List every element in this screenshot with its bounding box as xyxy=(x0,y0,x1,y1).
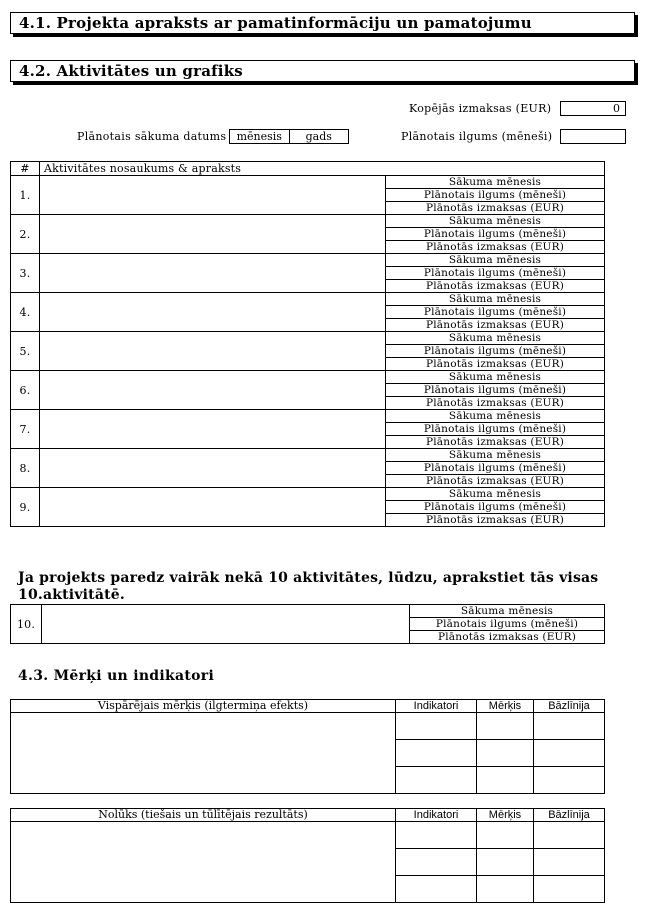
activity-number: 4. xyxy=(11,293,40,332)
activity-start-month[interactable]: Sākuma mēnesis xyxy=(386,293,605,306)
general-goal-indicator-cell[interactable] xyxy=(396,713,477,740)
activity-10-number: 10. xyxy=(11,605,42,644)
activity-start-month[interactable]: Sākuma mēnesis xyxy=(386,332,605,345)
general-goal-indicator-cell[interactable] xyxy=(396,767,477,794)
activity-duration[interactable]: Plānotais ilgums (mēneši) xyxy=(386,462,605,475)
activity-number: 6. xyxy=(11,371,40,410)
activity-duration[interactable]: Plānotais ilgums (mēneši) xyxy=(386,189,605,202)
activity-10-duration[interactable]: Plānotais ilgums (mēneši) xyxy=(410,618,605,631)
activity-duration[interactable]: Plānotais ilgums (mēneši) xyxy=(386,306,605,319)
activity-start-month[interactable]: Sākuma mēnesis xyxy=(386,176,605,189)
activity-number: 1. xyxy=(11,176,40,215)
activity-cost[interactable]: Plānotās izmaksas (EUR) xyxy=(386,241,605,254)
activity-duration[interactable]: Plānotais ilgums (mēneši) xyxy=(386,267,605,280)
activity-10-start-month[interactable]: Sākuma mēnesis xyxy=(410,605,605,618)
purpose-target-cell[interactable] xyxy=(477,876,534,903)
activity-number: 7. xyxy=(11,410,40,449)
activity-number: 9. xyxy=(11,488,40,527)
activity-cost[interactable]: Plānotās izmaksas (EUR) xyxy=(386,319,605,332)
purpose-indicator-cell[interactable] xyxy=(396,876,477,903)
total-cost-field[interactable]: 0 xyxy=(560,101,626,116)
section-4-2-header: 4.2. Aktivitātes un grafiks xyxy=(10,60,635,82)
activity-description[interactable] xyxy=(40,176,386,215)
activity-number: 5. xyxy=(11,332,40,371)
purpose-baseline-header: Bāzlīnija xyxy=(534,809,605,822)
purpose-baseline-cell[interactable] xyxy=(534,822,605,849)
purpose-baseline-cell[interactable] xyxy=(534,876,605,903)
activity-cost[interactable]: Plānotās izmaksas (EUR) xyxy=(386,358,605,371)
general-goal-indicator-cell[interactable] xyxy=(396,740,477,767)
purpose-target-cell[interactable] xyxy=(477,822,534,849)
activities-header-num: # xyxy=(11,162,40,176)
general-goal-description[interactable] xyxy=(11,713,396,794)
duration-label: Plānotais ilgums (mēneši) xyxy=(401,130,553,143)
purpose-indicator-cell[interactable] xyxy=(396,849,477,876)
activity-description[interactable] xyxy=(40,215,386,254)
activity-cost[interactable]: Plānotās izmaksas (EUR) xyxy=(386,436,605,449)
start-year-field[interactable]: gads xyxy=(289,130,349,143)
section-4-3-header: 4.3. Mērķi un indikatori xyxy=(18,668,215,684)
general-goal-target-cell[interactable] xyxy=(477,740,534,767)
general-goal-baseline-cell[interactable] xyxy=(534,767,605,794)
activity-description[interactable] xyxy=(40,449,386,488)
activity-cost[interactable]: Plānotās izmaksas (EUR) xyxy=(386,280,605,293)
activities-header-name: Aktivitātes nosaukums & apraksts xyxy=(40,162,605,176)
purpose-target-header: Mērķis xyxy=(477,809,534,822)
activity-description[interactable] xyxy=(40,371,386,410)
section-4-1-header: 4.1. Projekta apraksts ar pamatinformāciju un pamatojumu xyxy=(10,12,635,34)
activity-start-month[interactable]: Sākuma mēnesis xyxy=(386,371,605,384)
activity-start-month[interactable]: Sākuma mēnesis xyxy=(386,449,605,462)
activity-start-month[interactable]: Sākuma mēnesis xyxy=(386,488,605,501)
purpose-indicators-header: Indikatori xyxy=(396,809,477,822)
duration-field[interactable] xyxy=(560,129,626,144)
activity-start-month[interactable]: Sākuma mēnesis xyxy=(386,410,605,423)
start-month-field[interactable]: mēnesis xyxy=(236,130,282,143)
activity-duration[interactable]: Plānotais ilgums (mēneši) xyxy=(386,501,605,514)
activity-10-description[interactable] xyxy=(42,605,410,644)
activity-cost[interactable]: Plānotās izmaksas (EUR) xyxy=(386,202,605,215)
activity-duration[interactable]: Plānotais ilgums (mēneši) xyxy=(386,345,605,358)
general-goal-target-cell[interactable] xyxy=(477,713,534,740)
activity-duration[interactable]: Plānotais ilgums (mēneši) xyxy=(386,384,605,397)
general-goal-baseline-cell[interactable] xyxy=(534,740,605,767)
activities-table xyxy=(10,161,605,527)
activity-number: 8. xyxy=(11,449,40,488)
activity-cost[interactable]: Plānotās izmaksas (EUR) xyxy=(386,475,605,488)
activities-note: Ja projekts paredz vairāk nekā 10 aktivitātes, lūdzu, aprakstiet tās visas 10.aktivitātē. xyxy=(18,570,599,603)
total-cost-label: Kopējās izmaksas (EUR) xyxy=(409,102,552,115)
purpose-indicator-cell[interactable] xyxy=(396,822,477,849)
general-goal-baseline-cell[interactable] xyxy=(534,713,605,740)
start-date-label: Plānotais sākuma datums xyxy=(77,130,227,143)
start-date-field[interactable] xyxy=(229,129,349,144)
activity-description[interactable] xyxy=(40,332,386,371)
general-goal-target-cell[interactable] xyxy=(477,767,534,794)
activity-description[interactable] xyxy=(40,488,386,527)
activity-description[interactable] xyxy=(40,293,386,332)
activity-description[interactable] xyxy=(40,410,386,449)
activity-start-month[interactable]: Sākuma mēnesis xyxy=(386,215,605,228)
general-goal-baseline-header: Bāzlīnija xyxy=(534,700,605,713)
general-goal-indicators-header: Indikatori xyxy=(396,700,477,713)
purpose-target-cell[interactable] xyxy=(477,849,534,876)
activity-cost[interactable]: Plānotās izmaksas (EUR) xyxy=(386,397,605,410)
activity-cost[interactable]: Plānotās izmaksas (EUR) xyxy=(386,514,605,527)
activity-description[interactable] xyxy=(40,254,386,293)
general-goal-target-header: Mērķis xyxy=(477,700,534,713)
purpose-header: Nolūks (tiešais un tūlītējais rezultāts) xyxy=(11,809,396,822)
activity-number: 3. xyxy=(11,254,40,293)
activity-start-month[interactable]: Sākuma mēnesis xyxy=(386,254,605,267)
general-goal-table xyxy=(10,699,605,794)
activity-duration[interactable]: Plānotais ilgums (mēneši) xyxy=(386,423,605,436)
activity-number: 2. xyxy=(11,215,40,254)
activity-10-table xyxy=(10,604,605,644)
purpose-table xyxy=(10,808,605,903)
purpose-baseline-cell[interactable] xyxy=(534,849,605,876)
general-goal-header: Vispārējais mērķis (ilgtermiņa efekts) xyxy=(11,700,396,713)
purpose-description[interactable] xyxy=(11,822,396,903)
activity-duration[interactable]: Plānotais ilgums (mēneši) xyxy=(386,228,605,241)
activity-10-cost[interactable]: Plānotās izmaksas (EUR) xyxy=(410,631,605,644)
